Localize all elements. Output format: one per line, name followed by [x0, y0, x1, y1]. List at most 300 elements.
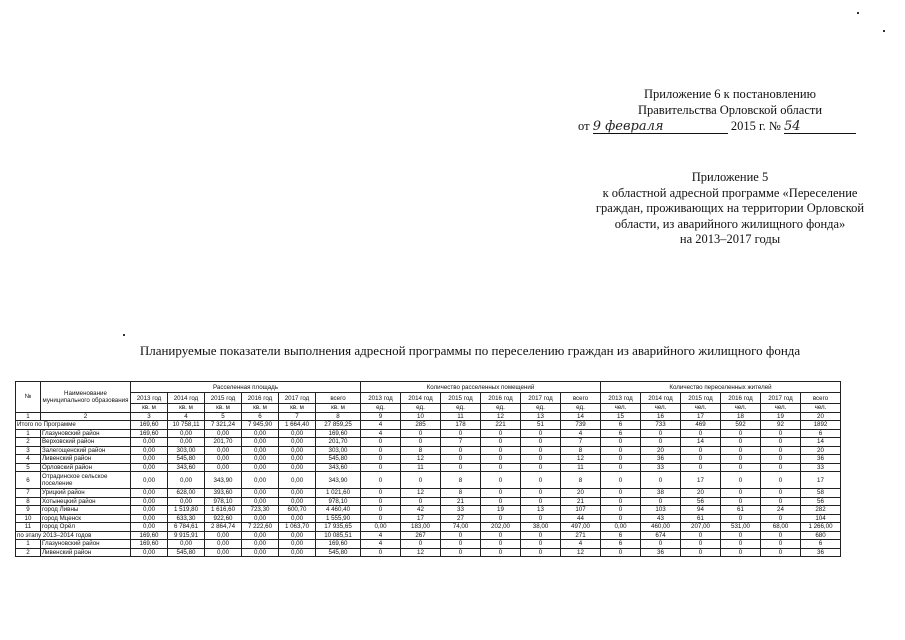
table-row: [16, 429, 841, 438]
table-cell: 0: [641, 540, 681, 549]
table-cell: 1 664,40: [279, 421, 316, 430]
table-cell: 0,00: [168, 540, 205, 549]
column-number: 16: [641, 412, 681, 421]
table-cell: 38,00: [521, 523, 561, 532]
table-cell: 4: [361, 531, 401, 540]
table-row: [16, 531, 841, 540]
header-unit: чел.: [801, 404, 841, 413]
table-cell: 0: [361, 455, 401, 464]
table-cell: 0: [761, 463, 801, 472]
table-row: [16, 463, 841, 472]
table-cell: 0,00: [242, 514, 279, 523]
row-number: 10: [16, 514, 41, 523]
table-cell: 0: [481, 531, 521, 540]
table-cell: 0,00: [242, 446, 279, 455]
header-year: 2016 год: [721, 393, 761, 404]
column-number: 3: [131, 412, 168, 421]
table-cell: 94: [681, 506, 721, 515]
table-cell: 7 222,60: [242, 523, 279, 532]
column-number: 9: [361, 412, 401, 421]
header-group: Количество расселенных помещений: [361, 382, 601, 393]
table-cell: 0,00: [205, 446, 242, 455]
table-cell: 460,00: [641, 523, 681, 532]
table-cell: 42: [401, 506, 441, 515]
table-cell: 36: [801, 548, 841, 557]
table-cell: 6 784,61: [168, 523, 205, 532]
header-unit: кв. м: [316, 404, 361, 413]
table-cell: 12: [561, 548, 601, 557]
table-cell: 12: [401, 489, 441, 498]
table-cell: 0: [361, 446, 401, 455]
row-number: 2: [16, 548, 41, 557]
table-cell: 6: [601, 421, 641, 430]
table-cell: 0: [681, 446, 721, 455]
appendix6-line2: Правительства Орловской области: [637, 102, 823, 117]
row-number: 5: [16, 463, 41, 472]
table-cell: 0: [601, 446, 641, 455]
table-cell: 169,60: [316, 429, 361, 438]
table-cell: 169,60: [131, 421, 168, 430]
table-cell: 0,00: [168, 438, 205, 447]
table-cell: 13: [521, 506, 561, 515]
table-cell: 8: [441, 472, 481, 489]
table-cell: 0: [361, 548, 401, 557]
column-number: 1: [16, 412, 41, 421]
table-cell: 0,00: [279, 548, 316, 557]
table-cell: 978,10: [316, 497, 361, 506]
handwritten-number: 54: [784, 120, 856, 134]
table-cell: 0: [641, 438, 681, 447]
municipality-name: Ливенский район: [41, 455, 131, 464]
table-cell: 9 915,91: [168, 531, 205, 540]
table-cell: 7: [561, 438, 601, 447]
table-cell: 922,60: [205, 514, 242, 523]
table-cell: 0: [641, 497, 681, 506]
table-cell: 2 864,74: [205, 523, 242, 532]
table-cell: 169,60: [316, 540, 361, 549]
column-number: 10: [401, 412, 441, 421]
table-cell: 207,00: [681, 523, 721, 532]
table-cell: 4: [561, 429, 601, 438]
table-cell: 0: [761, 429, 801, 438]
table-cell: 628,00: [168, 489, 205, 498]
table-cell: 36: [801, 455, 841, 464]
table-cell: 0: [681, 455, 721, 464]
municipality-name: Урицкий район: [41, 489, 131, 498]
appendix5-line: области, из аварийного жилищного фонда»: [614, 216, 846, 231]
header-year: 2015 год: [441, 393, 481, 404]
table-cell: 0: [481, 548, 521, 557]
table-cell: 0,00: [279, 472, 316, 489]
table-cell: 36: [641, 548, 681, 557]
table-cell: 0: [601, 506, 641, 515]
date-prefix: от: [578, 119, 590, 133]
table-cell: 600,70: [279, 506, 316, 515]
table-row: [16, 455, 841, 464]
table-cell: 0,00: [205, 429, 242, 438]
table-cell: 0: [521, 429, 561, 438]
table-cell: 0,00: [279, 489, 316, 498]
table-cell: 0: [721, 540, 761, 549]
table-cell: 6: [801, 540, 841, 549]
header-unit: чел.: [601, 404, 641, 413]
table-cell: 0,00: [131, 489, 168, 498]
table-cell: 0: [761, 540, 801, 549]
table-row: [16, 472, 841, 489]
municipality-name: Орловский район: [41, 463, 131, 472]
header-group: Расселенная площадь: [131, 382, 361, 393]
municipality-name: Глазуновский район: [41, 540, 131, 549]
header-year: всего: [801, 393, 841, 404]
table-cell: 10 758,11: [168, 421, 205, 430]
table-cell: 0: [441, 455, 481, 464]
table-cell: 0: [601, 548, 641, 557]
table-row: [16, 506, 841, 515]
header-year: 2014 год: [401, 393, 441, 404]
table-cell: 271: [561, 531, 601, 540]
table-cell: 0: [761, 531, 801, 540]
table-cell: 0,00: [242, 489, 279, 498]
table-cell: 0,00: [279, 531, 316, 540]
table-cell: 0: [361, 506, 401, 515]
table-cell: 0: [521, 531, 561, 540]
table-cell: 545,80: [316, 548, 361, 557]
header-unit: чел.: [721, 404, 761, 413]
table-cell: 303,00: [168, 446, 205, 455]
table-cell: 0,00: [168, 429, 205, 438]
header-year: 2016 год: [481, 393, 521, 404]
table-cell: 17: [801, 472, 841, 489]
header-unit: ед.: [561, 404, 601, 413]
table-cell: 0,00: [131, 548, 168, 557]
table-cell: 343,90: [205, 472, 242, 489]
table-cell: 7: [441, 438, 481, 447]
appendix6-line1: Приложение 6 к постановлению: [644, 87, 816, 101]
table-cell: 33: [641, 463, 681, 472]
row-label: Итого по Программе: [16, 421, 131, 430]
table-cell: 0: [481, 497, 521, 506]
table-cell: 1 555,90: [316, 514, 361, 523]
row-number: 9: [16, 506, 41, 515]
table-cell: 0,00: [131, 446, 168, 455]
table-cell: 0,00: [242, 455, 279, 464]
table-cell: 0,00: [279, 438, 316, 447]
table-cell: 0: [401, 497, 441, 506]
table-cell: 0,00: [242, 531, 279, 540]
table-cell: 0: [401, 429, 441, 438]
table-cell: 343,60: [168, 463, 205, 472]
table-cell: 0: [441, 446, 481, 455]
table-cell: 0: [721, 489, 761, 498]
table-cell: 0,00: [205, 531, 242, 540]
column-number: 13: [521, 412, 561, 421]
table-cell: 20: [681, 489, 721, 498]
column-number: 18: [721, 412, 761, 421]
table-cell: 0,00: [242, 438, 279, 447]
table-cell: 4: [361, 540, 401, 549]
header-year: 2014 год: [641, 393, 681, 404]
table-cell: 0: [401, 438, 441, 447]
table-cell: 36: [641, 455, 681, 464]
table-cell: 0: [521, 438, 561, 447]
header-year: 2015 год: [681, 393, 721, 404]
table-cell: 0: [361, 438, 401, 447]
table-cell: 6: [801, 429, 841, 438]
table-cell: 74,00: [441, 523, 481, 532]
table-cell: 0: [361, 463, 401, 472]
table-cell: 0: [721, 497, 761, 506]
table-cell: 343,60: [316, 463, 361, 472]
column-number: 4: [168, 412, 205, 421]
table-cell: 267: [401, 531, 441, 540]
table-cell: 674: [641, 531, 681, 540]
table-cell: 1 519,80: [168, 506, 205, 515]
header-unit: кв. м: [168, 404, 205, 413]
table-cell: 92: [761, 421, 801, 430]
table-cell: 0,00: [131, 497, 168, 506]
table-cell: 0: [681, 548, 721, 557]
table-cell: 0: [601, 497, 641, 506]
municipality-name: Ливенский район: [41, 548, 131, 557]
table-cell: 0: [481, 455, 521, 464]
table-cell: 202,00: [481, 523, 521, 532]
table-cell: 169,60: [131, 429, 168, 438]
indicators-table: [15, 381, 841, 557]
table-cell: 107: [561, 506, 601, 515]
table-cell: 21: [561, 497, 601, 506]
table-cell: 978,10: [205, 497, 242, 506]
table-cell: 0: [601, 514, 641, 523]
table-cell: 17 935,65: [316, 523, 361, 532]
table-cell: 19: [481, 506, 521, 515]
municipality-name: город Ливны: [41, 506, 131, 515]
table-cell: 0: [721, 446, 761, 455]
table-cell: 0: [721, 463, 761, 472]
header-year: всего: [561, 393, 601, 404]
table-cell: 12: [561, 455, 601, 464]
table-cell: 24: [761, 506, 801, 515]
table-cell: 0: [481, 514, 521, 523]
table-cell: 633,30: [168, 514, 205, 523]
table-cell: 0,00: [279, 446, 316, 455]
header-year: всего: [316, 393, 361, 404]
table-cell: 0,00: [242, 472, 279, 489]
table-cell: 4: [561, 540, 601, 549]
table-cell: 11: [401, 463, 441, 472]
table-cell: 61: [721, 506, 761, 515]
table-cell: 0: [521, 455, 561, 464]
column-number: 6: [242, 412, 279, 421]
table-cell: 0,00: [131, 506, 168, 515]
table-cell: 0: [441, 531, 481, 540]
table-cell: 0: [721, 429, 761, 438]
table-cell: 56: [681, 497, 721, 506]
table-cell: 12: [401, 455, 441, 464]
table-cell: 0: [521, 472, 561, 489]
table-cell: 0,00: [279, 463, 316, 472]
date-year: 2015 г. №: [730, 119, 781, 133]
table-row: [16, 523, 841, 532]
header-unit: ед.: [441, 404, 481, 413]
table-cell: 0: [681, 463, 721, 472]
table-cell: 0: [601, 472, 641, 489]
table-cell: 6: [601, 540, 641, 549]
municipality-name: Залегощенский район: [41, 446, 131, 455]
table-cell: 0: [361, 472, 401, 489]
table-cell: 0,00: [168, 472, 205, 489]
table-cell: 0: [481, 540, 521, 549]
table-cell: 545,80: [316, 455, 361, 464]
municipality-name: Глазуновский район: [41, 429, 131, 438]
header-no: №: [16, 382, 41, 413]
table-cell: 0: [601, 455, 641, 464]
table-cell: 14: [801, 438, 841, 447]
row-number: 1: [16, 540, 41, 549]
table-cell: 8: [561, 446, 601, 455]
column-number: 17: [681, 412, 721, 421]
table-cell: 282: [801, 506, 841, 515]
scan-speck: [883, 30, 885, 32]
table-cell: 44: [561, 514, 601, 523]
table-cell: 6: [601, 429, 641, 438]
header-unit: кв. м: [205, 404, 242, 413]
table-cell: 0,00: [205, 455, 242, 464]
table-cell: 0: [481, 446, 521, 455]
row-number: 11: [16, 523, 41, 532]
column-number: 7: [279, 412, 316, 421]
table-cell: 0,00: [131, 514, 168, 523]
table-cell: 0,00: [242, 463, 279, 472]
table-cell: 393,60: [205, 489, 242, 498]
table-cell: 0,00: [205, 463, 242, 472]
table-cell: 0: [481, 489, 521, 498]
table-cell: 0: [521, 548, 561, 557]
header-unit: кв. м: [131, 404, 168, 413]
table-cell: 4: [361, 429, 401, 438]
municipality-name: Отрадинское сельское поселение: [41, 472, 131, 489]
table-cell: 61: [681, 514, 721, 523]
table-cell: 68,00: [761, 523, 801, 532]
table-cell: 469: [681, 421, 721, 430]
table-cell: 0,00: [131, 438, 168, 447]
table-cell: 739: [561, 421, 601, 430]
table-cell: 7 321,24: [205, 421, 242, 430]
document-title: Планируемые показатели выполнения адресной программы по переселению граждан из аварийного жилищного фонда: [139, 343, 801, 358]
header-unit: кв. м: [279, 404, 316, 413]
table-row: [16, 497, 841, 506]
table-cell: 104: [801, 514, 841, 523]
header-unit: чел.: [681, 404, 721, 413]
table-cell: 0: [521, 489, 561, 498]
table-cell: 0: [761, 514, 801, 523]
table-cell: 0: [441, 548, 481, 557]
table-cell: 1 021,60: [316, 489, 361, 498]
scan-speck: [123, 334, 125, 336]
table-cell: 4: [361, 421, 401, 430]
appendix5-line: на 2013–2017 годы: [679, 232, 781, 246]
table-cell: 33: [441, 506, 481, 515]
table-cell: 0: [521, 497, 561, 506]
table-cell: 285: [401, 421, 441, 430]
municipality-name: город Орёл: [41, 523, 131, 532]
header-unit: ед.: [521, 404, 561, 413]
table-cell: 0: [441, 429, 481, 438]
table-cell: 17: [401, 514, 441, 523]
header-year: 2016 год: [242, 393, 279, 404]
header-unit: кв. м: [242, 404, 279, 413]
table-cell: 0: [721, 514, 761, 523]
table-cell: 0: [761, 497, 801, 506]
table-cell: 56: [801, 497, 841, 506]
table-cell: 0,00: [601, 523, 641, 532]
table-cell: 0: [761, 472, 801, 489]
table-cell: 0,00: [242, 540, 279, 549]
table-row: [16, 446, 841, 455]
row-number: 1: [16, 429, 41, 438]
header-name: Наименование муниципального образования: [41, 382, 131, 413]
table-cell: 0: [681, 531, 721, 540]
table-cell: 27: [441, 514, 481, 523]
appendix5-line: Приложение 5: [691, 170, 769, 184]
table-cell: 0,00: [131, 523, 168, 532]
header-year: 2017 год: [279, 393, 316, 404]
row-number: 4: [16, 455, 41, 464]
table-cell: 0: [721, 531, 761, 540]
table-cell: 33: [801, 463, 841, 472]
table-cell: 0,00: [131, 455, 168, 464]
row-number: 3: [16, 446, 41, 455]
table-cell: 12: [401, 548, 441, 557]
column-number: 20: [801, 412, 841, 421]
table-cell: 0,00: [279, 540, 316, 549]
table-cell: 7 945,90: [242, 421, 279, 430]
table-cell: 58: [801, 489, 841, 498]
appendix5-line: граждан, проживающих на территории Орловской: [595, 201, 865, 215]
table-cell: 183,00: [401, 523, 441, 532]
table-cell: 0: [521, 540, 561, 549]
header-year: 2015 год: [205, 393, 242, 404]
table-cell: 545,80: [168, 548, 205, 557]
date-line: [578, 119, 856, 134]
table-cell: 0: [721, 438, 761, 447]
table-cell: 0,00: [242, 497, 279, 506]
table-cell: 0: [761, 489, 801, 498]
table-row: [16, 514, 841, 523]
table-cell: 0: [441, 463, 481, 472]
table-cell: 0,00: [279, 455, 316, 464]
table-cell: 545,80: [168, 455, 205, 464]
table-cell: 8: [401, 446, 441, 455]
table-cell: 51: [521, 421, 561, 430]
table-cell: 17: [681, 472, 721, 489]
table-row: [16, 438, 841, 447]
table-cell: 343,90: [316, 472, 361, 489]
table-cell: 0: [401, 472, 441, 489]
table-cell: 0,00: [131, 472, 168, 489]
table-cell: 6: [601, 531, 641, 540]
table-cell: 0: [521, 463, 561, 472]
table-cell: 0,00: [242, 548, 279, 557]
table-cell: 20: [801, 446, 841, 455]
table-cell: 8: [441, 489, 481, 498]
table-cell: 0,00: [131, 463, 168, 472]
table-row: [16, 548, 841, 557]
appendix6-block: [560, 87, 900, 118]
table-cell: 0,00: [242, 429, 279, 438]
table-cell: 43: [641, 514, 681, 523]
table-cell: 103: [641, 506, 681, 515]
header-year: 2017 год: [761, 393, 801, 404]
